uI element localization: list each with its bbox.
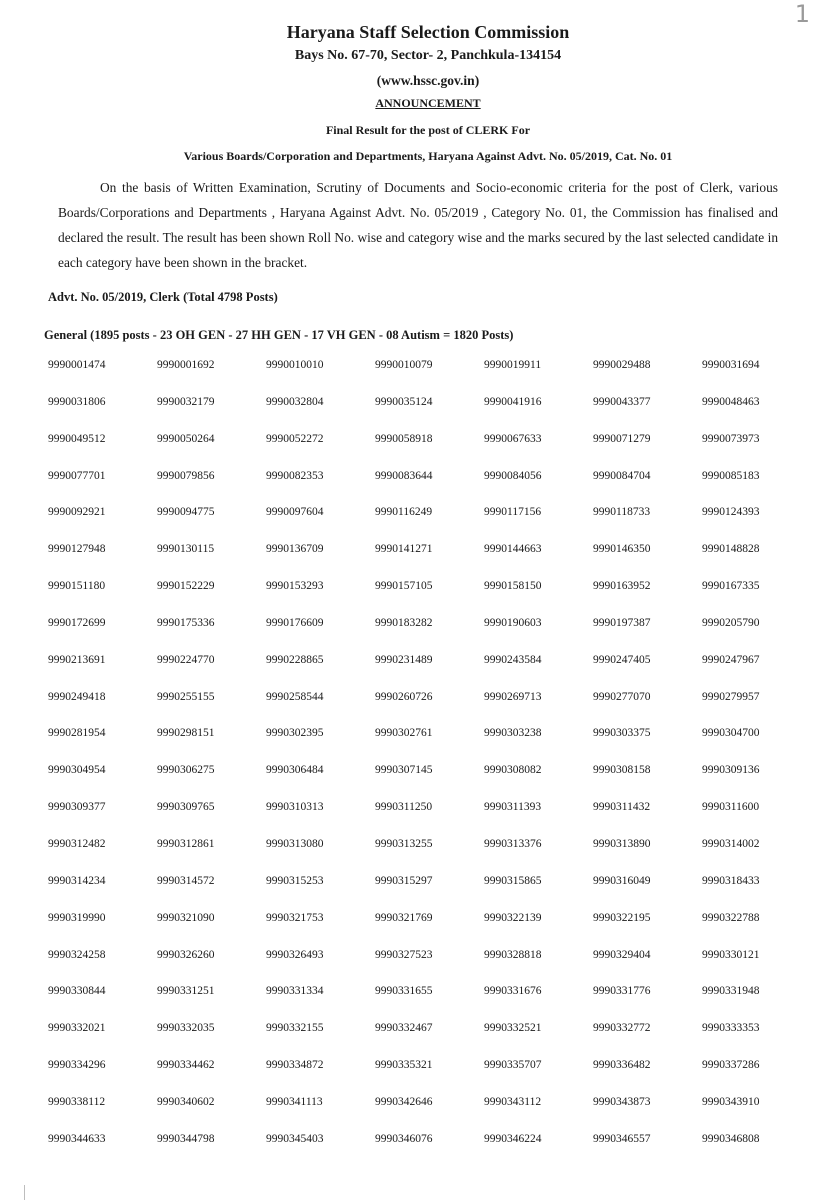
roll-number-cell: 9990136709 xyxy=(266,543,324,556)
roll-number-cell: 9990327523 xyxy=(375,948,433,961)
roll-number-cell: 9990329404 xyxy=(593,948,651,961)
roll-number-cell: 9990117156 xyxy=(484,506,542,519)
roll-number-cell: 9990344798 xyxy=(157,1132,215,1145)
table-row xyxy=(48,652,808,689)
roll-number-cell: 9990322788 xyxy=(702,911,760,924)
roll-number-cell: 9990167335 xyxy=(702,580,760,593)
roll-number-cell: 9990158150 xyxy=(484,580,542,593)
roll-number-cell: 9990343910 xyxy=(702,1095,760,1108)
roll-number-cell: 9990205790 xyxy=(702,616,760,629)
roll-number-cell: 9990084704 xyxy=(593,469,651,482)
roll-number-cell: 9990298151 xyxy=(157,727,215,740)
roll-number-cell: 9990163952 xyxy=(593,580,651,593)
roll-number-cell: 9990328818 xyxy=(484,948,542,961)
table-row xyxy=(48,357,808,394)
roll-number-cell: 9990146350 xyxy=(593,543,651,556)
roll-number-cell: 9990309136 xyxy=(702,764,760,777)
roll-number-cell: 9990346557 xyxy=(593,1132,651,1145)
roll-number-cell: 9990311393 xyxy=(484,801,542,814)
roll-number-cell: 9990043377 xyxy=(593,395,651,408)
roll-number-cell: 9990151180 xyxy=(48,580,106,593)
roll-number-cell: 9990247967 xyxy=(702,653,760,666)
roll-number-cell: 9990331655 xyxy=(375,985,433,998)
roll-number-cell: 9990085183 xyxy=(702,469,760,482)
roll-number-cell: 9990175336 xyxy=(157,616,215,629)
roll-number-cell: 9990073973 xyxy=(702,432,760,445)
roll-number-cell: 9990228865 xyxy=(266,653,324,666)
roll-number-cell: 9990116249 xyxy=(375,506,433,519)
roll-number-cell: 9990336482 xyxy=(593,1059,651,1072)
roll-number-cell: 9990321769 xyxy=(375,911,433,924)
roll-number-cell: 9990118733 xyxy=(593,506,651,519)
roll-number-cell: 9990001474 xyxy=(48,359,106,371)
table-row xyxy=(48,689,808,726)
roll-number-cell: 9990318433 xyxy=(702,874,760,887)
roll-number-cell: 9990258544 xyxy=(266,690,324,703)
roll-number-cell: 9990303375 xyxy=(593,727,651,740)
result-subtitle: Various Boards/Corporation and Departments, Haryana Against Advt. No. 05/2019, Cat. No. 01 xyxy=(183,149,673,163)
roll-number-cell: 9990309765 xyxy=(157,801,215,814)
roll-number-cell: 9990314234 xyxy=(48,874,106,887)
roll-number-cell: 9990332021 xyxy=(48,1022,106,1035)
roll-number-cell: 9990260726 xyxy=(375,690,433,703)
table-row xyxy=(48,1057,808,1094)
roll-number-cell: 9990332035 xyxy=(157,1022,215,1035)
table-row xyxy=(48,1131,808,1168)
roll-number-cell: 9990097604 xyxy=(266,506,324,519)
roll-number-cell: 9990190603 xyxy=(484,616,542,629)
roll-number-cell: 9990249418 xyxy=(48,690,106,703)
roll-number-cell: 9990052272 xyxy=(266,432,324,445)
table-row xyxy=(48,762,808,799)
table-row xyxy=(48,431,808,468)
roll-number-cell: 9990311250 xyxy=(375,801,433,814)
general-category-heading: General (1895 posts - 23 OH GEN - 27 HH GEN - 17 VH GEN - 08 Autism = 1820 Posts) xyxy=(44,328,514,342)
table-row xyxy=(48,504,808,541)
table-row xyxy=(48,1094,808,1131)
roll-number-cell: 9990094775 xyxy=(157,506,215,519)
roll-number-cell: 9990331948 xyxy=(702,985,760,998)
roll-number-cell: 9990035124 xyxy=(375,395,433,408)
roll-number-cell: 9990281954 xyxy=(48,727,106,740)
roll-number-cell: 9990031806 xyxy=(48,395,106,408)
announcement-heading: ANNOUNCEMENT xyxy=(375,96,481,110)
roll-number-cell: 9990277070 xyxy=(593,690,651,703)
roll-number-cell: 9990243584 xyxy=(484,653,542,666)
roll-number-cell: 9990343873 xyxy=(593,1095,651,1108)
roll-number-cell: 9990079856 xyxy=(157,469,215,482)
roll-number-cell: 9990308082 xyxy=(484,764,542,777)
roll-number-cell: 9990321753 xyxy=(266,911,324,924)
roll-number-cell: 9990306484 xyxy=(266,764,324,777)
roll-number-cell: 9990322195 xyxy=(593,911,651,924)
roll-number-cell: 9990313080 xyxy=(266,837,324,850)
roll-number-cell: 9990231489 xyxy=(375,653,433,666)
roll-number-cell: 9990183282 xyxy=(375,616,433,629)
roll-number-cell: 9990346808 xyxy=(702,1132,760,1145)
table-row xyxy=(48,468,808,505)
page-number: 1 xyxy=(794,0,810,28)
roll-number-cell: 9990321090 xyxy=(157,911,215,924)
roll-number-cell: 9990247405 xyxy=(593,653,651,666)
roll-number-cell: 9990067633 xyxy=(484,432,542,445)
roll-number-cell: 9990331334 xyxy=(266,985,324,998)
roll-number-cell: 9990331776 xyxy=(593,985,651,998)
roll-number-cell: 9990213691 xyxy=(48,653,106,666)
roll-number-cell: 9990084056 xyxy=(484,469,542,482)
table-row xyxy=(48,1020,808,1057)
roll-number-cell: 9990337286 xyxy=(702,1059,760,1072)
roll-number-cell: 9990332155 xyxy=(266,1022,324,1035)
roll-number-cell: 9990307145 xyxy=(375,764,433,777)
table-row xyxy=(48,947,808,984)
table-row xyxy=(48,799,808,836)
roll-number-cell: 9990124393 xyxy=(702,506,760,519)
roll-number-cell: 9990197387 xyxy=(593,616,651,629)
table-row xyxy=(48,983,808,1020)
roll-number-cell: 9990306275 xyxy=(157,764,215,777)
roll-number-cell: 9990322139 xyxy=(484,911,542,924)
roll-number-cell: 9990315253 xyxy=(266,874,324,887)
roll-number-cell: 9990319990 xyxy=(48,911,106,924)
roll-number-cell: 9990083644 xyxy=(375,469,433,482)
roll-number-cell: 9990330844 xyxy=(48,985,106,998)
roll-number-cell: 9990313376 xyxy=(484,837,542,850)
roll-number-cell: 9990330121 xyxy=(702,948,760,961)
roll-number-cell: 9990314572 xyxy=(157,874,215,887)
roll-number-cell: 9990058918 xyxy=(375,432,433,445)
roll-number-cell: 9990315865 xyxy=(484,874,542,887)
document-title: Haryana Staff Selection Commission xyxy=(286,22,570,42)
advt-line: Advt. No. 05/2019, Clerk (Total 4798 Posts) xyxy=(48,290,278,304)
roll-number-cell: 9990309377 xyxy=(48,801,106,814)
roll-number-cell: 9990346076 xyxy=(375,1132,433,1145)
roll-number-cell: 9990127948 xyxy=(48,543,106,556)
table-row xyxy=(48,615,808,652)
roll-number-cell: 9990077701 xyxy=(48,469,106,482)
roll-number-cell: 9990048463 xyxy=(702,395,760,408)
roll-number-cell: 9990338112 xyxy=(48,1095,106,1108)
roll-number-cell: 9990032179 xyxy=(157,395,215,408)
result-title: Final Result for the post of CLERK For xyxy=(325,123,531,137)
roll-number-cell: 9990308158 xyxy=(593,764,651,777)
roll-number-cell: 9990312861 xyxy=(157,837,215,850)
roll-number-cell: 9990148828 xyxy=(702,543,760,556)
roll-number-cell: 9990331676 xyxy=(484,985,542,998)
roll-number-cell: 9990224770 xyxy=(157,653,215,666)
scan-edge-line xyxy=(24,1185,25,1200)
roll-number-cell: 9990340602 xyxy=(157,1095,215,1108)
roll-number-cell: 9990316049 xyxy=(593,874,651,887)
roll-number-cell: 9990176609 xyxy=(266,616,324,629)
table-row xyxy=(48,836,808,873)
roll-number-cell: 9990332772 xyxy=(593,1022,651,1035)
roll-number-cell: 9990332521 xyxy=(484,1022,542,1035)
roll-number-cell: 9990331251 xyxy=(157,985,215,998)
roll-number-cell: 9990153293 xyxy=(266,580,324,593)
roll-number-cell: 9990302761 xyxy=(375,727,433,740)
roll-number-cell: 9990311600 xyxy=(702,801,760,814)
roll-number-table xyxy=(48,357,808,1168)
table-row xyxy=(48,541,808,578)
roll-number-cell: 9990152229 xyxy=(157,580,215,593)
roll-number-cell: 9990313255 xyxy=(375,837,433,850)
roll-number-cell: 9990082353 xyxy=(266,469,324,482)
roll-number-cell: 9990269713 xyxy=(484,690,542,703)
roll-number-cell: 9990344633 xyxy=(48,1132,106,1145)
roll-number-cell: 9990279957 xyxy=(702,690,760,703)
roll-number-cell: 9990345403 xyxy=(266,1132,324,1145)
table-row xyxy=(48,394,808,431)
roll-number-cell: 9990342646 xyxy=(375,1095,433,1108)
intro-paragraph: On the basis of Written Examination, Scrutiny of Documents and Socio-economic criteria for the post of Clerk, various Boards/Corporations and Departments , Haryana Against Advt. No. 05/2019 , Category No. 01, the Commission has finalised and declared the result. The result has been shown Roll No. wise and category wise and the marks secured by the last selected candidate in each category have been shown in the bracket. xyxy=(58,180,779,270)
roll-number-cell: 9990341113 xyxy=(266,1095,323,1108)
roll-number-cell: 9990130115 xyxy=(157,543,215,556)
roll-number-cell: 9990255155 xyxy=(157,690,215,703)
table-row xyxy=(48,873,808,910)
roll-number-cell: 9990332467 xyxy=(375,1022,433,1035)
roll-number-cell: 9990092921 xyxy=(48,506,106,519)
roll-number-cell: 9990141271 xyxy=(375,543,433,556)
roll-number-cell: 9990315297 xyxy=(375,874,433,887)
roll-number-cell: 9990032804 xyxy=(266,395,324,408)
roll-number-cell: 9990334872 xyxy=(266,1059,324,1072)
commission-address: Bays No. 67-70, Sector- 2, Panchkula-134154 xyxy=(294,48,562,63)
roll-number-cell: 9990334462 xyxy=(157,1059,215,1072)
roll-number-cell: 9990314002 xyxy=(702,837,760,850)
roll-number-cell: 9990031694 xyxy=(702,359,760,371)
roll-number-cell: 9990333353 xyxy=(702,1022,760,1035)
roll-number-cell: 9990303238 xyxy=(484,727,542,740)
roll-number-cell: 9990071279 xyxy=(593,432,651,445)
roll-number-cell: 9990346224 xyxy=(484,1132,542,1145)
roll-number-cell: 9990050264 xyxy=(157,432,215,445)
commission-website: (www.hssc.gov.in) xyxy=(376,73,480,88)
roll-number-cell: 9990334296 xyxy=(48,1059,106,1072)
roll-number-cell: 9990313890 xyxy=(593,837,651,850)
roll-number-cell: 9990312482 xyxy=(48,837,106,850)
roll-number-cell: 9990001692 xyxy=(157,359,215,371)
roll-number-cell: 9990029488 xyxy=(593,359,651,371)
roll-number-cell: 9990304700 xyxy=(702,727,760,740)
roll-number-cell: 9990157105 xyxy=(375,580,433,593)
roll-number-cell: 9990311432 xyxy=(593,801,651,814)
roll-number-cell: 9990041916 xyxy=(484,395,542,408)
roll-number-cell: 9990326493 xyxy=(266,948,324,961)
table-row xyxy=(48,578,808,615)
roll-number-cell: 9990172699 xyxy=(48,616,106,629)
roll-number-cell: 9990310313 xyxy=(266,801,324,814)
roll-number-cell: 9990304954 xyxy=(48,764,106,777)
roll-number-cell: 9990335321 xyxy=(375,1059,433,1072)
roll-number-cell: 9990049512 xyxy=(48,432,106,445)
roll-number-cell: 9990302395 xyxy=(266,727,324,740)
roll-number-cell: 9990343112 xyxy=(484,1095,542,1108)
table-row xyxy=(48,725,808,762)
table-row xyxy=(48,910,808,947)
roll-number-cell: 9990324258 xyxy=(48,948,106,961)
roll-number-cell: 9990019911 xyxy=(484,359,542,371)
roll-number-cell: 9990144663 xyxy=(484,543,542,556)
roll-number-cell: 9990010010 xyxy=(266,359,324,371)
roll-number-cell: 9990335707 xyxy=(484,1059,542,1072)
roll-number-cell: 9990010079 xyxy=(375,359,433,371)
roll-number-cell: 9990326260 xyxy=(157,948,215,961)
